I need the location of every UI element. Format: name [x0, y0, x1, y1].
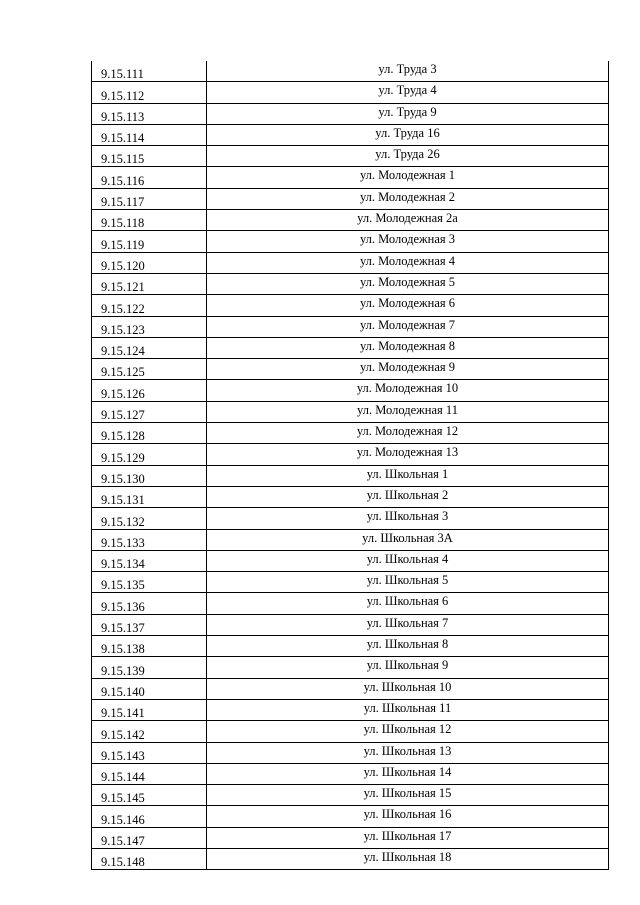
row-number-cell: 9.15.143 — [92, 742, 207, 763]
table-row — [92, 295, 609, 316]
address-cell: ул. Школьная 16 — [207, 806, 609, 827]
row-number-cell: 9.15.147 — [92, 827, 207, 848]
address-cell: ул. Молодежная 4 — [207, 252, 609, 273]
table-row — [92, 699, 609, 720]
row-number-cell: 9.15.118 — [92, 210, 207, 231]
address-cell: ул. Школьная 13 — [207, 742, 609, 763]
address-cell: ул. Школьная 17 — [207, 827, 609, 848]
table-row — [92, 636, 609, 657]
table-row — [92, 763, 609, 784]
address-cell: ул. Молодежная 11 — [207, 401, 609, 422]
row-number-cell: 9.15.127 — [92, 401, 207, 422]
address-cell: ул. Школьная 6 — [207, 593, 609, 614]
address-cell: ул. Школьная 10 — [207, 678, 609, 699]
table-row — [92, 593, 609, 614]
address-cell: ул. Молодежная 2 — [207, 188, 609, 209]
address-cell: ул. Школьная 5 — [207, 572, 609, 593]
row-number-cell: 9.15.125 — [92, 359, 207, 380]
table-row — [92, 742, 609, 763]
table-row — [92, 444, 609, 465]
row-number-cell: 9.15.114 — [92, 124, 207, 145]
table-row — [92, 316, 609, 337]
table-row — [92, 572, 609, 593]
row-number-cell: 9.15.115 — [92, 146, 207, 167]
table-row — [92, 337, 609, 358]
row-number-cell: 9.15.122 — [92, 295, 207, 316]
address-cell: ул. Труда 3 — [207, 61, 609, 82]
address-cell: ул. Школьная 7 — [207, 614, 609, 635]
row-number-cell: 9.15.138 — [92, 636, 207, 657]
table-row — [92, 614, 609, 635]
table-row — [92, 785, 609, 806]
address-cell: ул. Школьная 4 — [207, 550, 609, 571]
row-number-cell: 9.15.131 — [92, 486, 207, 507]
address-cell: ул. Школьная 9 — [207, 657, 609, 678]
table-row — [92, 380, 609, 401]
address-cell: ул. Школьная 15 — [207, 785, 609, 806]
address-cell: ул. Школьная 12 — [207, 721, 609, 742]
table-row — [92, 401, 609, 422]
address-cell: ул. Труда 26 — [207, 146, 609, 167]
table-row — [92, 103, 609, 124]
row-number-cell: 9.15.141 — [92, 699, 207, 720]
row-number-cell: 9.15.117 — [92, 188, 207, 209]
row-number-cell: 9.15.139 — [92, 657, 207, 678]
row-number-cell: 9.15.123 — [92, 316, 207, 337]
row-number-cell: 9.15.136 — [92, 593, 207, 614]
table-row — [92, 657, 609, 678]
row-number-cell: 9.15.142 — [92, 721, 207, 742]
table-row — [92, 827, 609, 848]
address-cell: ул. Школьная 8 — [207, 636, 609, 657]
row-number-cell: 9.15.145 — [92, 785, 207, 806]
table-row — [92, 188, 609, 209]
table-row — [92, 124, 609, 145]
row-number-cell: 9.15.144 — [92, 763, 207, 784]
table-row — [92, 146, 609, 167]
row-number-cell: 9.15.134 — [92, 550, 207, 571]
table-row — [92, 167, 609, 188]
address-cell: ул. Школьная 1 — [207, 465, 609, 486]
address-cell: ул. Молодежная 6 — [207, 295, 609, 316]
address-cell: ул. Школьная 11 — [207, 699, 609, 720]
address-table — [91, 61, 609, 870]
table-row — [92, 252, 609, 273]
address-cell: ул. Молодежная 7 — [207, 316, 609, 337]
row-number-cell: 9.15.133 — [92, 529, 207, 550]
table-row — [92, 806, 609, 827]
address-cell: ул. Молодежная 12 — [207, 423, 609, 444]
address-cell: ул. Школьная 18 — [207, 848, 609, 869]
row-number-cell: 9.15.130 — [92, 465, 207, 486]
table-row — [92, 423, 609, 444]
address-cell: ул. Школьная 2 — [207, 486, 609, 507]
address-table-body — [92, 61, 609, 870]
row-number-cell: 9.15.112 — [92, 82, 207, 103]
address-cell: ул. Труда 16 — [207, 124, 609, 145]
table-row — [92, 82, 609, 103]
table-row — [92, 231, 609, 252]
address-cell: ул. Труда 9 — [207, 103, 609, 124]
row-number-cell: 9.15.124 — [92, 337, 207, 358]
row-number-cell: 9.15.128 — [92, 423, 207, 444]
address-cell: ул. Школьная 3А — [207, 529, 609, 550]
address-cell: ул. Труда 4 — [207, 82, 609, 103]
row-number-cell: 9.15.129 — [92, 444, 207, 465]
table-row — [92, 273, 609, 294]
table-row — [92, 508, 609, 529]
row-number-cell: 9.15.146 — [92, 806, 207, 827]
address-cell: ул. Молодежная 10 — [207, 380, 609, 401]
row-number-cell: 9.15.120 — [92, 252, 207, 273]
table-row — [92, 61, 609, 82]
address-cell: ул. Школьная 3 — [207, 508, 609, 529]
table-row — [92, 486, 609, 507]
address-cell: ул. Молодежная 8 — [207, 337, 609, 358]
table-row — [92, 550, 609, 571]
table-row — [92, 678, 609, 699]
table-row — [92, 359, 609, 380]
row-number-cell: 9.15.113 — [92, 103, 207, 124]
table-row — [92, 529, 609, 550]
table-row — [92, 465, 609, 486]
table-row — [92, 210, 609, 231]
row-number-cell: 9.15.116 — [92, 167, 207, 188]
address-cell: ул. Молодежная 1 — [207, 167, 609, 188]
row-number-cell: 9.15.126 — [92, 380, 207, 401]
row-number-cell: 9.15.137 — [92, 614, 207, 635]
address-cell: ул. Молодежная 5 — [207, 273, 609, 294]
address-cell: ул. Молодежная 3 — [207, 231, 609, 252]
row-number-cell: 9.15.121 — [92, 273, 207, 294]
table-row — [92, 848, 609, 869]
row-number-cell: 9.15.140 — [92, 678, 207, 699]
address-cell: ул. Школьная 14 — [207, 763, 609, 784]
address-cell: ул. Молодежная 13 — [207, 444, 609, 465]
row-number-cell: 9.15.132 — [92, 508, 207, 529]
row-number-cell: 9.15.111 — [92, 61, 207, 82]
row-number-cell: 9.15.148 — [92, 848, 207, 869]
address-cell: ул. Молодежная 9 — [207, 359, 609, 380]
table-row — [92, 721, 609, 742]
row-number-cell: 9.15.135 — [92, 572, 207, 593]
address-cell: ул. Молодежная 2а — [207, 210, 609, 231]
row-number-cell: 9.15.119 — [92, 231, 207, 252]
